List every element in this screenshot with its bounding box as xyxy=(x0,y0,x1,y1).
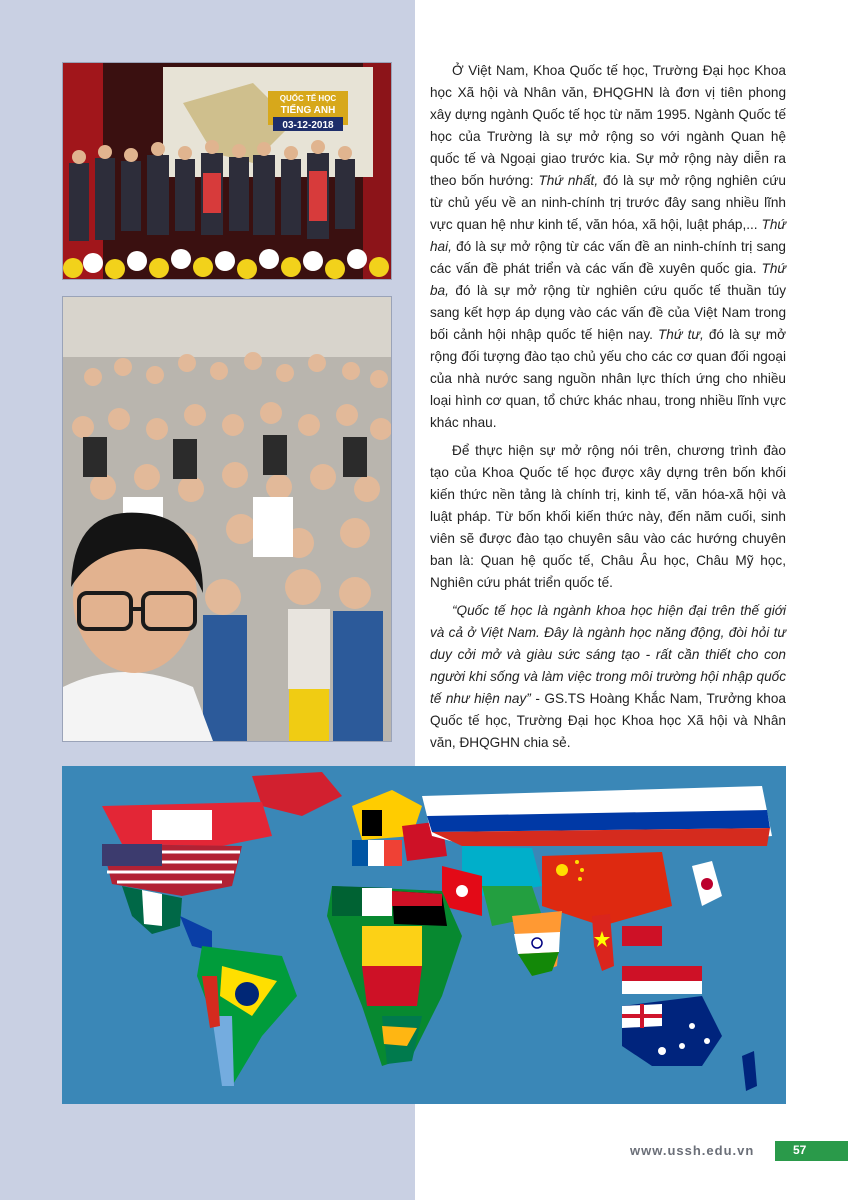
p1-text-d: đó là sự mở rộng từ nghiên cứu quốc tế thuần túy sang kết hợp áp dụng vào các vấn đề của Việt Nam trong bối cảnh hội nhập quốc tế hiện nay. xyxy=(430,283,786,342)
stage-photo-illustration xyxy=(63,63,391,279)
page-number-bar xyxy=(775,1141,848,1161)
paragraph-3 xyxy=(430,600,786,754)
banner-date: 03-12-2018 xyxy=(282,120,334,131)
p1-text-b: đó là sự mở rộng nghiên cứu từ chủ yếu về an ninh-chính trị trước đây sang nhiều lĩnh vực quan hệ như kinh tế, văn hóa, xã hội, luật pháp,... xyxy=(430,173,786,232)
footer-url: www.ussh.edu.vn xyxy=(630,1143,755,1158)
group-photo-illustration xyxy=(63,297,391,741)
banner-line2: TIẾNG ANH xyxy=(280,105,336,116)
world-flag-map xyxy=(62,766,786,1104)
group-photo xyxy=(62,296,392,742)
p1-text-f: đó là sự mở rộng đối tượng đào tạo chủ yếu cho các cơ quan đối ngoại của nhà nước sang nguồn nhân lực thích ứng cho nhiều loại hình cơ quan, tổ chức khác nhau, trong nhiều lĩnh vực khác nhau. xyxy=(430,327,786,430)
page-number: 57 xyxy=(793,1143,807,1157)
p1-text-a: Ở Việt Nam, Khoa Quốc tế học, Trường Đại học Khoa học Xã hội và Nhân văn, ĐHQGHN là đơn vị tiên phong xây dựng ngành Quốc tế học từ năm 1995. Ngành Quốc tế học của Trường là sự mở rộng so với ngành Quan hệ quốc tế và Ngoại giao trước kia. Sự mở rộng này diễn ra theo bốn hướng: xyxy=(430,63,786,188)
p1-text-c: đó là sự mở rộng từ các vấn đề an ninh-chính trị sang các vấn đề phát triển và các vấn đề xuyên quốc gia. xyxy=(430,239,786,276)
world-flag-map-illustration xyxy=(62,766,786,1104)
stage-photo xyxy=(62,62,392,280)
banner-line1: QUỐC TẾ HỌC xyxy=(279,94,337,103)
quote-text: “Quốc tế học là ngành khoa học hiện đại trên thế giới và cả ở Việt Nam. Đây là ngành học năng động, đòi hỏi tư duy cởi mở và giàu sức sáng tạo - rất cần thiết cho con người khi sống và làm việc trong môi trường hội nhập quốc tế như hiện nay” xyxy=(430,603,786,706)
paragraph-2: Để thực hiện sự mở rộng nói trên, chương trình đào tạo của Khoa Quốc tế học được xây dựng trên bốn khối kiến thức nền tảng là chính trị, kinh tế, văn hóa-xã hội và luật pháp. Từ bốn khối kiến thức này, đến năm cuối, sinh viên sẽ được đào tạo chuyên sâu vào các hướng chuyên ban là: Quan hệ quốc tế, Châu Âu học, Châu Mỹ học, Nghiên cứu phát triển quốc tế. xyxy=(430,443,786,590)
article-body xyxy=(430,60,786,760)
p1-emphasis-3: Thứ ba, xyxy=(430,261,786,298)
paragraph-1 xyxy=(430,60,786,434)
p1-emphasis-2: Thứ hai, xyxy=(430,217,786,254)
p1-emphasis-1: Thứ nhất, xyxy=(538,173,599,188)
p1-emphasis-4: Thứ tư, xyxy=(658,327,704,342)
quote-attribution: - GS.TS Hoàng Khắc Nam, Trưởng khoa Quốc tế học, Trường Đại học Khoa học Xã hội và Nhân văn, ĐHQGHN chia sẻ. xyxy=(430,691,786,750)
